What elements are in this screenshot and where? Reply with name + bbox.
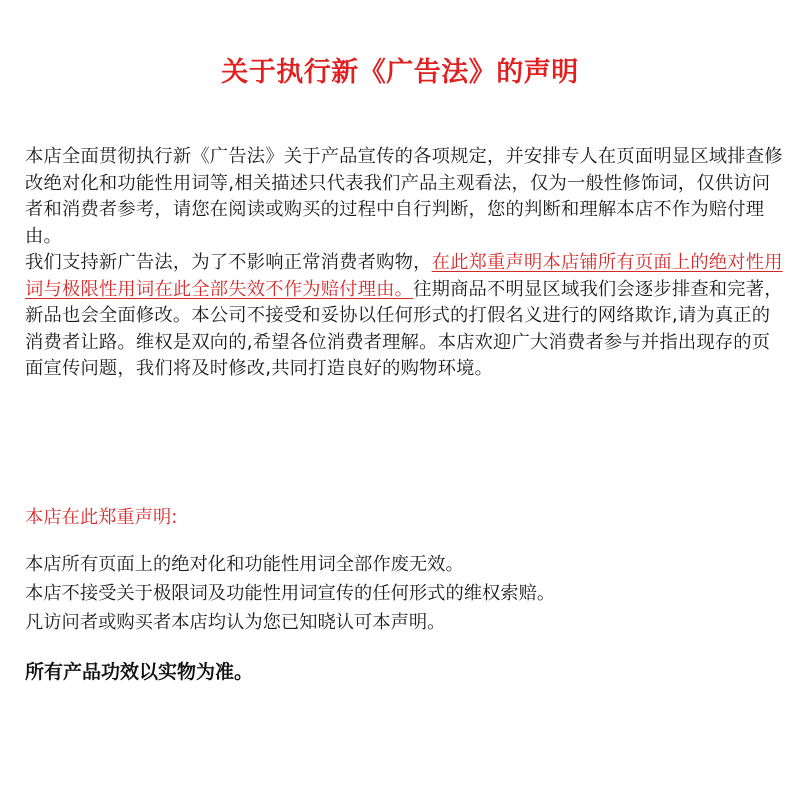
highlight-disclaimer: 在此郑重声明本店铺所有页面上的绝对性用词与极限性用词在此全部失效不作为赔付理由。 xyxy=(25,252,783,300)
intro-paragraph-2-tail: 往期商品不明显区域我们会逐步排查和完著，新品也会全面修改。本公司不接受和妥协以任何形式的打假名义进行的网络欺诈,请为真正的消费者让路。维权是双向的,希望各位消费者理解。本店欢迎广大消费者参与并指出现存的页面宣传问题，我们将及时修改,共同打造良好的购物环境。 xyxy=(25,278,783,379)
intro-paragraph-1: 本店全面贯彻执行新《广告法》关于产品宣传的各项规定，并安排专人在页面明显区域排查修改绝对化和功能性用词等,相关描述只代表我们产品主观看法，仅为一般性修饰词，仅供访问者和消费者参考，请您在阅读或购买的过程中自行判断，您的判断和理解本店不作为赔付理由。 xyxy=(25,146,783,247)
page-title: 关于执行新《广告法》的声明 xyxy=(221,57,579,88)
intro-paragraph-2 xyxy=(25,250,785,383)
intro-section xyxy=(25,144,785,383)
final-note: 所有产品功效以实物为准。 xyxy=(25,661,254,683)
intro-paragraph-2-lead: 我们支持新广告法，为了不影响正常消费者购物， xyxy=(25,252,432,273)
declaration-item: 本店不接受关于极限词及功能性用词宣传的任何形式的维权索赔。 xyxy=(25,583,556,604)
declaration-list xyxy=(25,550,785,637)
notice-heading: 本店在此郑重声明: xyxy=(25,507,178,528)
declaration-item: 凡访问者或购买者本店均认为您已知晓认可本声明。 xyxy=(25,612,446,633)
declaration-item: 本店所有页面上的绝对化和功能性用词全部作废无效。 xyxy=(25,554,464,575)
